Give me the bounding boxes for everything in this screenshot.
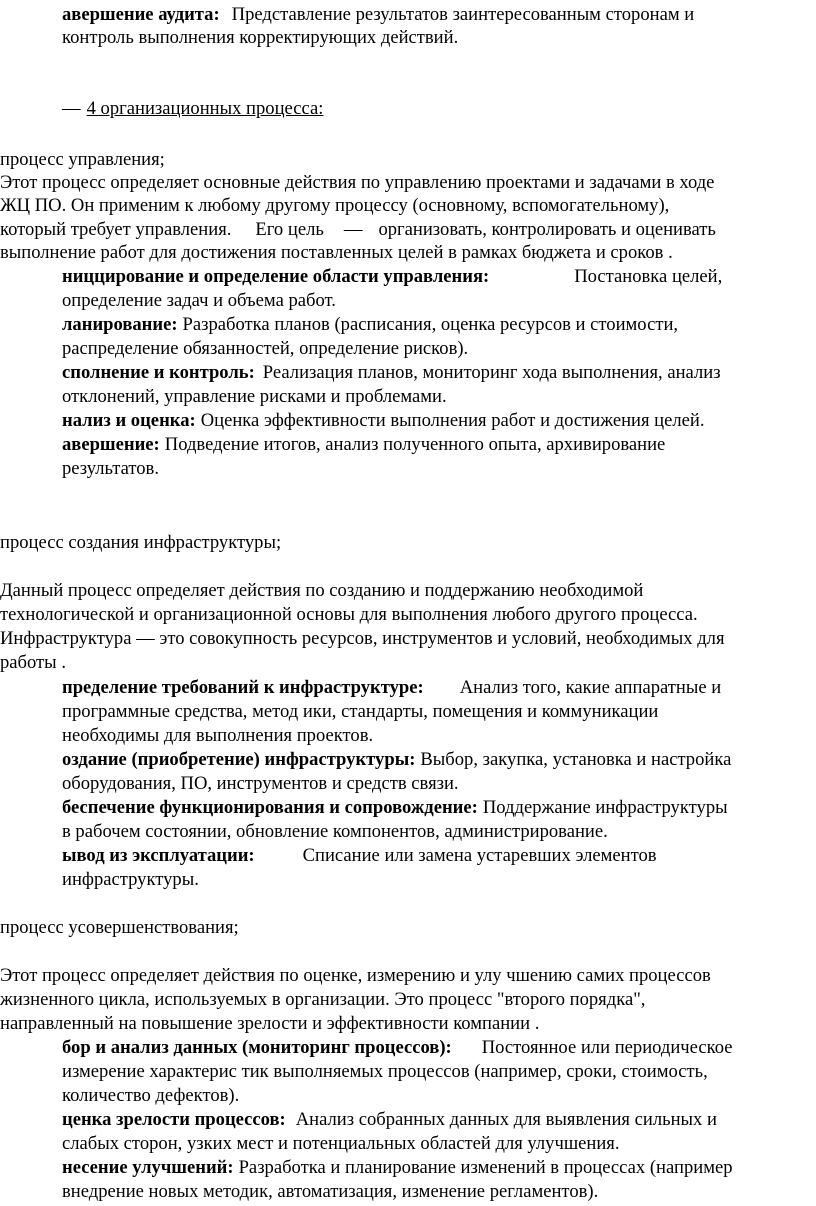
infrastructure-item-4-cont: инфраструктуры. bbox=[62, 869, 199, 890]
management-item-1-text: Постановка целей, bbox=[574, 266, 723, 287]
audit-completion-line bbox=[62, 3, 694, 26]
infrastructure-item-3-cont: в рабочем состоянии, обновление компонентов, администрирование. bbox=[62, 821, 608, 842]
infrastructure-item-3-text: Поддержание инфраструктуры bbox=[482, 797, 728, 818]
improvement-item-2-cont: слабых сторон, узких мест и потенциальных областей для улучшения. bbox=[62, 1133, 620, 1154]
management-desc-3c: — bbox=[343, 219, 363, 240]
management-desc-3b: Его цель bbox=[255, 219, 324, 240]
management-item-2-cont: распределение обязанностей, определение рисков). bbox=[62, 338, 469, 359]
management-desc-3d: организовать, контролировать и оценивать bbox=[378, 219, 716, 240]
improvement-item-3 bbox=[62, 1156, 733, 1179]
management-item-2 bbox=[62, 313, 678, 336]
management-item-5-text: Подведение итогов, анализ полученного опыта, архивирование bbox=[164, 434, 666, 455]
audit-completion-line-2: контроль выполнения корректирующих действий. bbox=[62, 27, 459, 48]
infrastructure-desc-4: работы . bbox=[0, 652, 66, 673]
management-desc-2: ЖЦ ПО. Он применим к любому другому процессу (основному, вспомогательному), bbox=[0, 195, 670, 216]
improvement-item-3-label: несение улучшений: bbox=[62, 1157, 234, 1178]
improvement-item-3-cont: внедрение новых методик, автоматизация, изменение регламентов). bbox=[62, 1181, 599, 1202]
infrastructure-item-3 bbox=[62, 796, 728, 819]
infrastructure-item-4 bbox=[62, 844, 657, 867]
management-item-5-cont: результатов. bbox=[62, 458, 159, 479]
org-heading-text: 4 организационных процесса: bbox=[86, 98, 324, 119]
management-item-2-text: Разработка планов (расписания, оценка ресурсов и стоимости, bbox=[182, 314, 679, 335]
infrastructure-item-2-label: оздание (приобретение) инфраструктуры: bbox=[62, 749, 416, 770]
management-desc-3 bbox=[0, 218, 716, 241]
management-item-2-label: ланирование: bbox=[62, 314, 178, 335]
improvement-item-1-cont2: количество дефектов). bbox=[62, 1085, 240, 1106]
infrastructure-item-1 bbox=[62, 676, 721, 699]
infrastructure-item-1-cont2: необходимы для выполнения проектов. bbox=[62, 725, 374, 746]
management-item-3-text: Реализация планов, мониторинг хода выполнения, анализ bbox=[262, 362, 721, 383]
infrastructure-title: процесс создания инфраструктуры; bbox=[0, 532, 282, 553]
infrastructure-desc-3: Инфраструктура — это совокупность ресурсов, инструментов и условий, необходимых для bbox=[0, 628, 725, 649]
improvement-desc-3: направленный на повышение зрелости и эффективности компании . bbox=[0, 1013, 540, 1034]
infrastructure-item-4-label: ывод из эксплуатации: bbox=[62, 845, 255, 866]
management-item-5-label: авершение: bbox=[62, 434, 160, 455]
audit-completion-text: Представление результатов заинтересованным сторонам и bbox=[231, 4, 695, 25]
management-item-1 bbox=[62, 265, 722, 288]
improvement-item-2 bbox=[62, 1108, 717, 1131]
improvement-title: процесс усовершенствования; bbox=[0, 917, 239, 938]
infrastructure-item-2 bbox=[62, 748, 731, 771]
infrastructure-item-1-label: пределение требований к инфраструктуре: bbox=[62, 677, 424, 698]
management-desc-3a: который требует управления. bbox=[0, 219, 232, 240]
infrastructure-item-2-text: Выбор, закупка, установка и настройка bbox=[420, 749, 732, 770]
audit-completion-label: авершение аудита: bbox=[62, 4, 220, 25]
management-item-4-label: нализ и оценка: bbox=[62, 410, 196, 431]
improvement-desc-1: Этот процесс определяет действия по оценке, измерению и улу чшению самих процессов bbox=[0, 965, 711, 986]
management-desc-4: выполнение работ для достижения поставленных целей в рамках бюджета и сроков . bbox=[0, 242, 673, 263]
improvement-item-2-label: ценка зрелости процессов: bbox=[62, 1109, 286, 1130]
management-item-4-text: Оценка эффективности выполнения работ и достижения целей. bbox=[200, 410, 705, 431]
management-title: процесс управления; bbox=[0, 149, 165, 170]
infrastructure-desc-1: Данный процесс определяет действия по созданию и поддержанию необходимой bbox=[0, 580, 644, 601]
infrastructure-item-3-label: беспечение функционирования и сопровождение: bbox=[62, 797, 478, 818]
management-item-4 bbox=[62, 409, 705, 432]
org-dash: — bbox=[62, 98, 81, 119]
improvement-item-3-text: Разработка и планирование изменений в процессах (например bbox=[238, 1157, 733, 1178]
management-item-1-label: ниццирование и определение области управления: bbox=[62, 266, 490, 287]
management-desc-1: Этот процесс определяет основные действия по управлению проектами и задачами в ходе bbox=[0, 172, 715, 193]
infrastructure-item-2-cont: оборудования, ПО, инструментов и средств связи. bbox=[62, 773, 459, 794]
infrastructure-item-4-text: Списание или замена устаревших элементов bbox=[302, 845, 657, 866]
org-processes-heading bbox=[62, 97, 323, 120]
infrastructure-item-1-cont: программные средства, метод ики, стандарты, помещения и коммуникации bbox=[62, 701, 659, 722]
improvement-item-2-text: Анализ собранных данных для выявления сильных и bbox=[295, 1109, 717, 1130]
management-item-5 bbox=[62, 433, 665, 456]
improvement-item-1 bbox=[62, 1036, 733, 1059]
infrastructure-item-1-text: Анализ того, какие аппаратные и bbox=[459, 677, 722, 698]
management-item-3-cont: отклонений, управление рисками и проблемами. bbox=[62, 386, 447, 407]
management-item-1-cont: определение задач и объема работ. bbox=[62, 290, 336, 311]
improvement-item-1-label: бор и анализ данных (мониторинг процессов): bbox=[62, 1037, 452, 1058]
improvement-item-1-text: Постоянное или периодическое bbox=[481, 1037, 733, 1058]
improvement-desc-2: жизненного цикла, используемых в организации. Это процесс "второго порядка", bbox=[0, 989, 646, 1010]
management-item-3 bbox=[62, 361, 721, 384]
infrastructure-desc-2: технологической и организационной основы для выполнения любого другого процесса. bbox=[0, 604, 698, 625]
improvement-item-1-cont: измерение характерис тик выполняемых процессов (например, сроки, стоимость, bbox=[62, 1061, 708, 1082]
management-item-3-label: сполнение и контроль: bbox=[62, 362, 255, 383]
